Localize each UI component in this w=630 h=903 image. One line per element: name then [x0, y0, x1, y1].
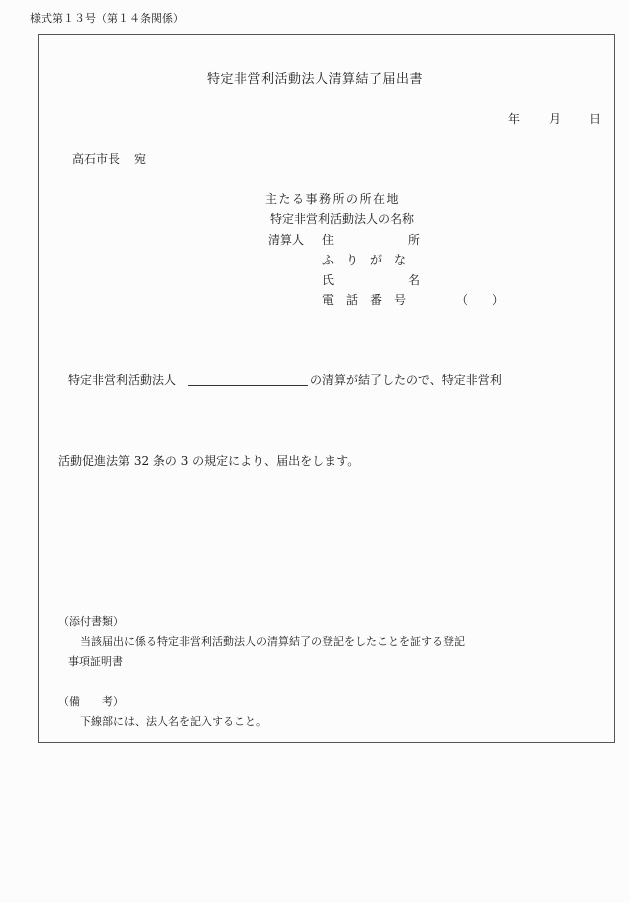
- form-number-label: 様式第１３号（第１４条関係）: [30, 12, 184, 25]
- phone-area-code-parentheses: （ ）: [456, 293, 505, 307]
- date-year-label: 年: [508, 112, 521, 126]
- attachments-line-2: 事項証明書: [68, 655, 123, 668]
- date-month-label: 月: [549, 112, 562, 126]
- addressee: [72, 150, 146, 167]
- office-address-label: 主たる事務所の所在地: [265, 192, 401, 206]
- liquidator-name-label-right: 名: [408, 273, 421, 287]
- attachments-line-1: 当該届出に係る特定非営利活動法人の清算結了の登記をしたことを証する登記: [80, 635, 465, 648]
- date-day-label: 日: [589, 112, 602, 126]
- addressee-name: 高石市長: [72, 152, 121, 166]
- phone-number-label: 電 話 番 号: [322, 293, 407, 307]
- liquidator-address-label-right: 所: [408, 233, 421, 247]
- furigana-label: ふ り が な: [322, 253, 407, 267]
- remarks-heading: （備 考）: [58, 695, 124, 708]
- liquidator-address-label-left: 住: [322, 233, 335, 247]
- body-line-2: 活動促進法第 32 条の 3 の規定により、届出をします。: [58, 454, 360, 468]
- addressee-suffix: 宛: [134, 152, 147, 166]
- liquidator-label: 清算人: [268, 233, 305, 247]
- body-line-1: [68, 371, 502, 388]
- remarks-line-1: 下線部には、法人名を記入すること。: [80, 715, 267, 728]
- body-suffix: の清算が結了したので、特定非営利: [310, 373, 502, 387]
- attachments-heading: （添付書類）: [58, 615, 124, 628]
- body-prefix: 特定非営利活動法人: [68, 373, 177, 387]
- liquidator-name-label-left: 氏: [322, 273, 335, 287]
- corporation-name-label: 特定非営利活動法人の名称: [270, 212, 415, 226]
- corporation-name-blank[interactable]: [188, 373, 308, 386]
- document-title: 特定非営利活動法人清算結了届出書: [206, 72, 423, 87]
